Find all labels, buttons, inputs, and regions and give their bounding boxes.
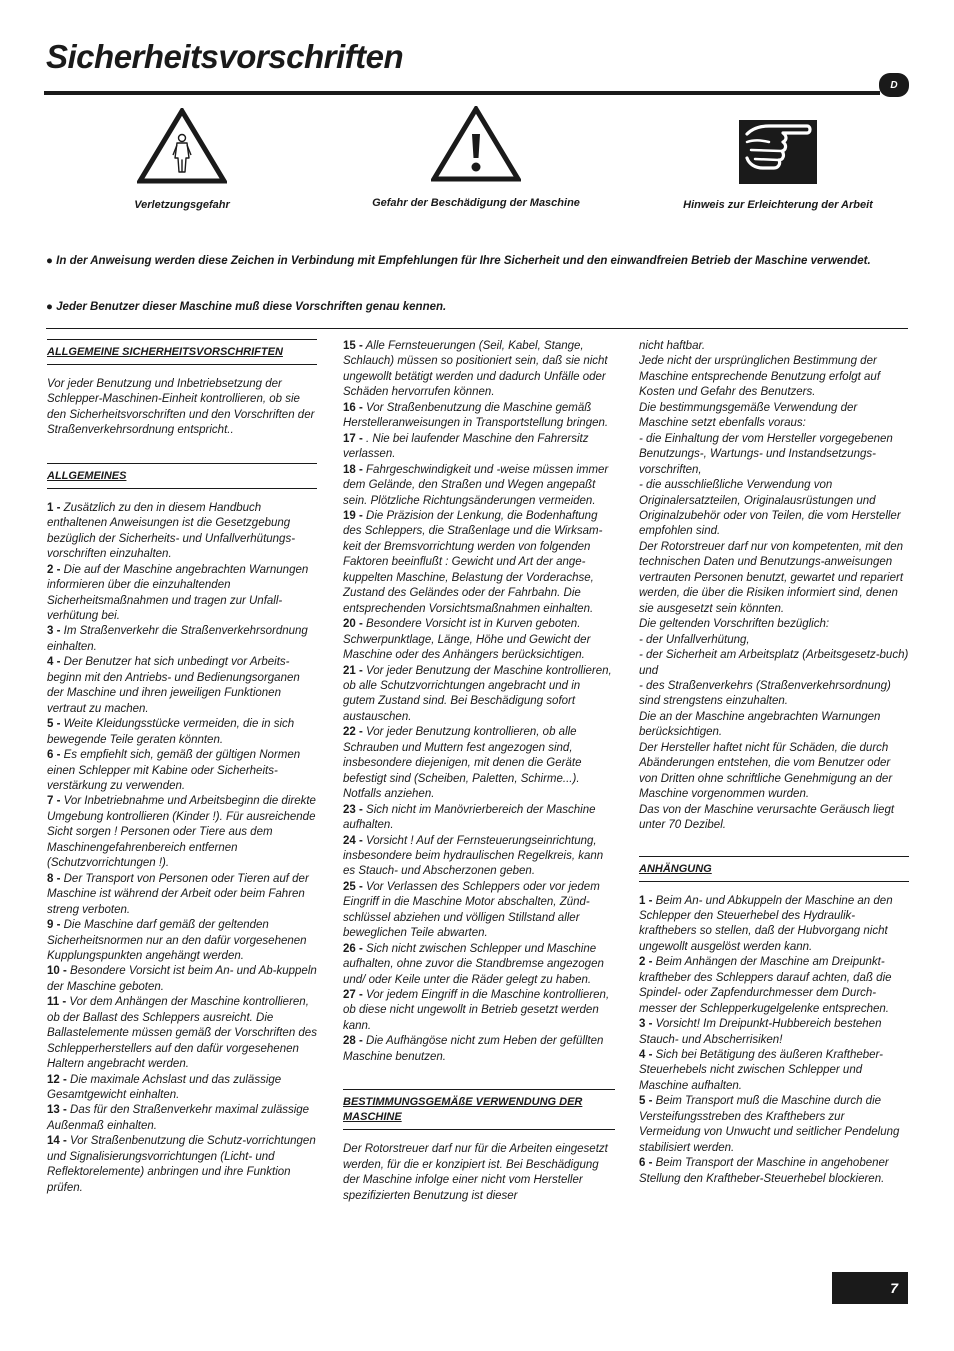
list-item <box>639 1094 909 1156</box>
list-item <box>47 964 317 995</box>
section-heading-general: ALLGEMEINES <box>47 463 317 489</box>
list-item <box>343 432 615 463</box>
item-number: 15 - <box>343 340 363 352</box>
item-number: 9 - <box>47 919 61 932</box>
list-item <box>343 401 615 432</box>
list-item <box>47 794 317 871</box>
list-item <box>343 942 615 988</box>
general-items-list <box>47 501 317 1196</box>
language-badge: D <box>879 73 909 97</box>
list-item <box>639 1048 909 1094</box>
item-text: Sich bei Betätigung des äußeren Kraftheber-Steuerhebels nicht zwischen Schlepper und Maschine aufhalten. <box>639 1049 884 1092</box>
item-text: Vor jeder Benutzung kontrollieren, ob alle Schrauben und Muttern fest angezogen sind, insbesondere diejenigen, mit denen die Geräte befestigt sind (Scheiben, Paletten, Schirme...). Notfalls anziehen. <box>343 726 582 801</box>
paragraph-line: Das von der Maschine verursachte Geräusch liegt unter 70 Dezibel. <box>639 803 895 832</box>
item-number: 19 - <box>343 509 363 522</box>
list-item <box>343 664 615 726</box>
pointing-hand-icon <box>739 120 817 184</box>
item-number: 5 - <box>639 1095 653 1108</box>
item-text: Der Transport von Personen oder Tieren auf der Maschine ist während der Arbeit oder beim Fahren streng verboten. <box>47 872 309 916</box>
note-symbols <box>46 253 898 269</box>
item-number: 5 - <box>47 718 61 731</box>
item-text: Vor jedem Eingriff in die Maschine kontrollieren, ob diese nicht ungewollt in Betrieb gesetzt werden kann. <box>343 989 610 1032</box>
item-text: Im Straßenverkehr die Straßenverkehrsordnung einhalten. <box>47 625 308 653</box>
item-text: Beim An- und Abkuppeln der Maschine an den Schlepper den Steuerhebel des Hydraulik-krafthebers so stellen, daß der Hubvorgang nicht ungewollt ausgelöst werden kann. <box>639 894 893 953</box>
list-item <box>47 624 317 655</box>
section-heading-hitching: ANHÄNGUNG <box>639 856 909 882</box>
paragraph-line: Jede nicht der ursprünglichen Bestimmung der Maschine entsprechende Benutzung erfolgt auf Kosten und Gefahr des Benutzers. <box>639 355 881 399</box>
item-text: Beim Anhängen der Maschine am Dreipunkt-kraftheber des Schleppers darauf achten, daß die Spindel- oder Zapfendurchmesser dem Durch-messer der Schlepperkugelgelenke entsprechen. <box>639 956 892 1015</box>
item-number: 20 - <box>343 618 363 631</box>
paragraph-line: Der Hersteller haftet nicht für Schäden, die durch Abänderungen entstehen, die vom Benutzer oder von Dritten ohne schriftliche Genehmigung an der Maschine vorgenommen wurden. <box>639 741 893 801</box>
paragraph-line: Der Rotorstreuer darf nur von kompetenten, mit den technischen Daten und Benutzungs-anweisungen vertrauten Personen benutzt, gewartet und repariert werden, die über die Risiken informiert sind, denen sie ausgesetzt sein könnten. <box>639 540 904 615</box>
person-hazard-triangle-icon <box>137 108 227 184</box>
item-text: Sich nicht zwischen Schlepper und Maschine aufhalten, ohne zuvor die Standbremse angezogen und/ oder Keile unter die Räder gelegt zu haben. <box>343 942 604 986</box>
paragraph-line: - der Sicherheit am Arbeitsplatz (Arbeitsgesetz-buch) und <box>639 649 909 677</box>
list-item <box>47 1134 317 1196</box>
warning-exclamation-triangle-icon <box>431 106 521 182</box>
item-text: Die Maschine darf gemäß der geltenden Sicherheitsnormen nur an den dafür vorgesehenen Kupplungspunkten angehängt werden. <box>47 919 307 962</box>
item-number: 18 - <box>343 463 363 476</box>
item-number: 8 - <box>47 872 61 885</box>
hitching-items-list <box>639 894 909 1188</box>
paragraph-line: - der Unfallverhütung, <box>639 633 750 646</box>
list-item <box>639 955 909 1017</box>
item-text: Das für den Straßenverkehr maximal zulässige Außenmaß einhalten. <box>47 1104 310 1132</box>
list-item <box>343 988 615 1034</box>
note-text: Jeder Benutzer dieser Maschine muß diese Vorschriften genau kennen. <box>56 301 447 313</box>
note-text: In der Anweisung werden diese Zeichen in Verbindung mit Empfehlungen für Ihre Sicherheit und den einwandfreien Betrieb der Maschine verwendet. <box>56 255 871 267</box>
item-text: Die auf der Maschine angebrachten Warnungen informieren über die einzuhaltenden Sicherheitsmaßnahmen und tragen zur Unfall-verhütung bei. <box>47 563 309 622</box>
item-number: 28 - <box>343 1035 363 1048</box>
item-text: Die Präzision der Lenkung, die Bodenhaftung des Schleppers, die Straßenlage und die Wirksam-keit der Bremsvorrichtung werden von folgenden Faktoren beeinflußt : Gewicht und Art der ange-kuppelten Maschine, Belastung der Vorderachse, Zustand des Geländes oder der Fahrbahn. Die entsprechenden Vorsichtsmaßnahmen einhalten. <box>343 509 603 615</box>
paragraph-line: Die geltenden Vorschriften bezüglich: <box>639 618 830 631</box>
paragraph-line: Die an der Maschine angebrachten Warnungen berücksichtigen. <box>639 710 881 739</box>
page-title: Sicherheitsvorschriften <box>46 38 404 75</box>
item-number: 25 - <box>343 880 363 893</box>
column-1 <box>47 339 317 1196</box>
item-text: Vor Straßenbenutzung die Maschine gemäß Herstelleranweisungen in Transportstellung bringen. <box>343 401 609 430</box>
list-item <box>639 1017 909 1048</box>
list-item <box>47 1073 317 1104</box>
item-text: Vorsicht! Im Dreipunkt-Hubbereich bestehen Stauch- und Abscherrisiken! <box>639 1018 882 1046</box>
list-item <box>343 339 615 401</box>
item-number: 1 - <box>47 501 61 514</box>
list-item <box>639 1156 909 1187</box>
note-users <box>46 299 898 315</box>
column-2 <box>343 339 615 1204</box>
title-rule <box>44 91 880 95</box>
symbol-work-hint <box>660 120 896 211</box>
list-item <box>343 803 615 834</box>
item-number: 6 - <box>639 1157 653 1170</box>
item-number: 3 - <box>47 625 61 638</box>
list-item <box>47 501 317 563</box>
paragraph-line: - die Einhaltung der vom Hersteller vorgegebenen Benutzungs-, Wartungs- und Instandsetzungs-vorschriften, <box>639 432 893 476</box>
section-separator <box>46 328 908 329</box>
item-number: 2 - <box>639 956 653 969</box>
list-item <box>47 563 317 625</box>
symbol-caption: Verletzungsgefahr <box>134 199 230 211</box>
item-text: Es empfiehlt sich, gemäß der gültigen Normen einen Schlepper mit Kabine oder Sicherheits-verstärkung zu verwenden. <box>47 749 301 792</box>
list-item <box>343 725 615 802</box>
item-number: 1 - <box>639 894 653 907</box>
list-item <box>47 918 317 964</box>
item-text: Der Benutzer hat sich unbedingt vor Arbeits-beginn mit den Antriebs- und Bedienungsorganen der Maschine und ihren jeweiligen Funktionen vertraut zu machen. <box>47 656 300 715</box>
item-text: Beim Transport muß die Maschine durch die Versteifungsstreben des Krafthebers zur Vermeidung von Unwucht und seitlicher Pendelung stabilisiert werden. <box>639 1095 900 1154</box>
item-number: 6 - <box>47 749 61 762</box>
general-items-list-continued <box>343 339 615 1065</box>
bullet-icon: ● <box>46 301 53 313</box>
item-text: Vorsicht ! Auf der Fernsteuerungseinrichtung, insbesondere beim hydraulischen Regelkreis, kann es Stauch- und Abscherzonen geben. <box>343 834 604 878</box>
item-number: 3 - <box>639 1018 653 1031</box>
list-item <box>47 995 317 1072</box>
paragraph-intended-use: Der Rotorstreuer darf nur für die Arbeiten eingesetzt werden, für die er konzipiert ist. Bei Beschädigung der Maschine infolge einer nicht vom Hersteller spezifizierten Benutzung ist dieser <box>343 1143 608 1202</box>
list-item <box>639 894 909 956</box>
symbol-injury <box>112 108 252 211</box>
bullet-icon: ● <box>46 255 53 267</box>
item-number: 23 - <box>343 803 363 816</box>
item-text: . Nie bei laufender Maschine den Fahrersitz verlassen. <box>343 432 589 461</box>
item-number: 24 - <box>343 834 363 847</box>
item-text: Fahrgeschwindigkeit und -weise müssen immer dem Gelände, den Straßen und Wegen angepaßt sein. Plötzliche Richtungsänderungen vermeiden. <box>343 463 609 507</box>
list-item <box>47 655 317 717</box>
item-number: 12 - <box>47 1073 67 1086</box>
list-item <box>47 872 317 918</box>
item-number: 16 - <box>343 401 363 414</box>
list-item <box>343 1034 615 1065</box>
item-text: Vor Inbetriebnahme und Arbeitsbeginn die direkte Umgebung kontrollieren (Kinder !). Für ausreichende Sicht sorgen ! Personen oder Tiere aus dem Maschinengefahrenbereich entfernen (Schutzvorrichtungen !). <box>47 795 316 870</box>
item-number: 7 - <box>47 795 61 808</box>
item-number: 10 - <box>47 965 67 978</box>
item-number: 4 - <box>47 656 61 669</box>
item-text: Weite Kleidungsstücke vermeiden, die in sich bewegende Teile geraten könnten. <box>47 718 295 746</box>
item-text: Beim Transport der Maschine in angehobener Stellung den Kraftheber-Steuerhebel blockieren. <box>639 1157 889 1185</box>
symbol-machine-damage <box>356 106 596 209</box>
item-number: 27 - <box>343 989 363 1002</box>
symbol-caption: Gefahr der Beschädigung der Maschine <box>372 197 580 209</box>
item-text: Sich nicht im Manövrierbereich der Maschine aufhalten. <box>343 803 596 832</box>
list-item <box>47 1103 317 1134</box>
item-text: Besondere Vorsicht ist in Kurven geboten. Schwerpunktlage, Länge, Höhe und Gewicht der Maschine oder des Anhängers berücksichtigen. <box>343 618 591 662</box>
item-number: 13 - <box>47 1104 67 1117</box>
paragraph-line: nicht haftbar. <box>639 340 706 352</box>
item-number: 17 - <box>343 432 363 445</box>
list-item <box>343 463 615 509</box>
item-number: 4 - <box>639 1049 653 1062</box>
list-item <box>343 834 615 880</box>
item-number: 22 - <box>343 726 363 739</box>
item-text: Vor Verlassen des Schleppers oder vor jedem Eingriff in die Maschine Motor abschalten, Zünd-schlüssel abziehen und völligen Stillstand aller beweglichen Teile abwarten. <box>343 880 600 940</box>
column-3 <box>639 339 909 1187</box>
list-item <box>47 748 317 794</box>
page-number: 7 <box>832 1272 908 1304</box>
item-number: 21 - <box>343 664 363 677</box>
item-number: 11 - <box>47 996 67 1009</box>
section-heading-intended-use: BESTIMMUNGSGEMÄßE VERWENDUNG DER MASCHINE <box>343 1089 615 1130</box>
item-number: 26 - <box>343 942 363 955</box>
item-text: Zusätzlich zu den in diesem Handbuch enthaltenen Anweisungen ist die Gesetzgebung bezüglich der Sicherheits- und Unfallverhütungs-vorschriften einzuhalten. <box>47 501 296 561</box>
paragraph-general-safety: Vor jeder Benutzung und Inbetriebsetzung der Schlepper-Maschinen-Einheit kontrollieren, ob sie den Sicherheitsvorschriften und den Vorschriften der Straßenverkehrsordnung entspricht.. <box>47 378 315 437</box>
item-number: 14 - <box>47 1135 67 1148</box>
paragraph-line: Die bestimmungsgemäße Verwendung der Maschine setzt ebenfalls voraus: <box>639 401 858 430</box>
item-text: Alle Fernsteuerungen (Seil, Kabel, Stange, Schlauch) müssen so positioniert sein, daß sie nicht ungewollt betätigt werden und dadurch Unfälle oder Schäden hervorrufen können. <box>343 340 608 399</box>
paragraph-line: - die ausschließliche Verwendung von Originalersatzteilen, Originalausrüstungen und Originalzubehör oder von Teilen, die vom Hersteller empfohlen sind. <box>639 479 901 538</box>
item-text: Vor Straßenbenutzung die Schutz-vorrichtungen und Signalisierungsvorrichtungen (Licht- und Reflektorelemente) anbringen und ihre Funktion prüfen. <box>47 1135 316 1194</box>
list-item <box>343 880 615 942</box>
item-text: Die Aufhängöse nicht zum Heben der gefüllten Maschine benutzen. <box>343 1035 604 1063</box>
intended-use-continued <box>639 339 909 834</box>
symbol-caption: Hinweis zur Erleichterung der Arbeit <box>683 199 873 211</box>
section-heading-general-safety: ALLGEMEINE SICHERHEITSVORSCHRIFTEN <box>47 339 317 365</box>
item-text: Besondere Vorsicht ist beim An- und Ab-kuppeln der Maschine geboten. <box>47 965 317 993</box>
list-item <box>343 509 615 617</box>
list-item <box>343 617 615 663</box>
paragraph-line: - des Straßenverkehrs (Straßenverkehrsordnung) sind strengstens einzuhalten. <box>639 679 891 708</box>
item-text: Vor jeder Benutzung der Maschine kontrollieren, ob alle Schutzvorrichtungen angebracht und in gutem Zustand sind. Bei Beschädigung sofort austauschen. <box>343 664 612 723</box>
list-item <box>47 717 317 748</box>
item-text: Vor dem Anhängen der Maschine kontrollieren, ob der Ballast des Schleppers ausreicht. Die Ballastelemente müssen gemäß der Vorschriften des Schlepperherstellers auf den dafür vorgesehenen Haltern angebracht werden. <box>47 996 317 1071</box>
item-number: 2 - <box>47 563 61 576</box>
item-text: Die maximale Achslast und das zulässige Gesamtgewicht einhalten. <box>47 1073 282 1102</box>
